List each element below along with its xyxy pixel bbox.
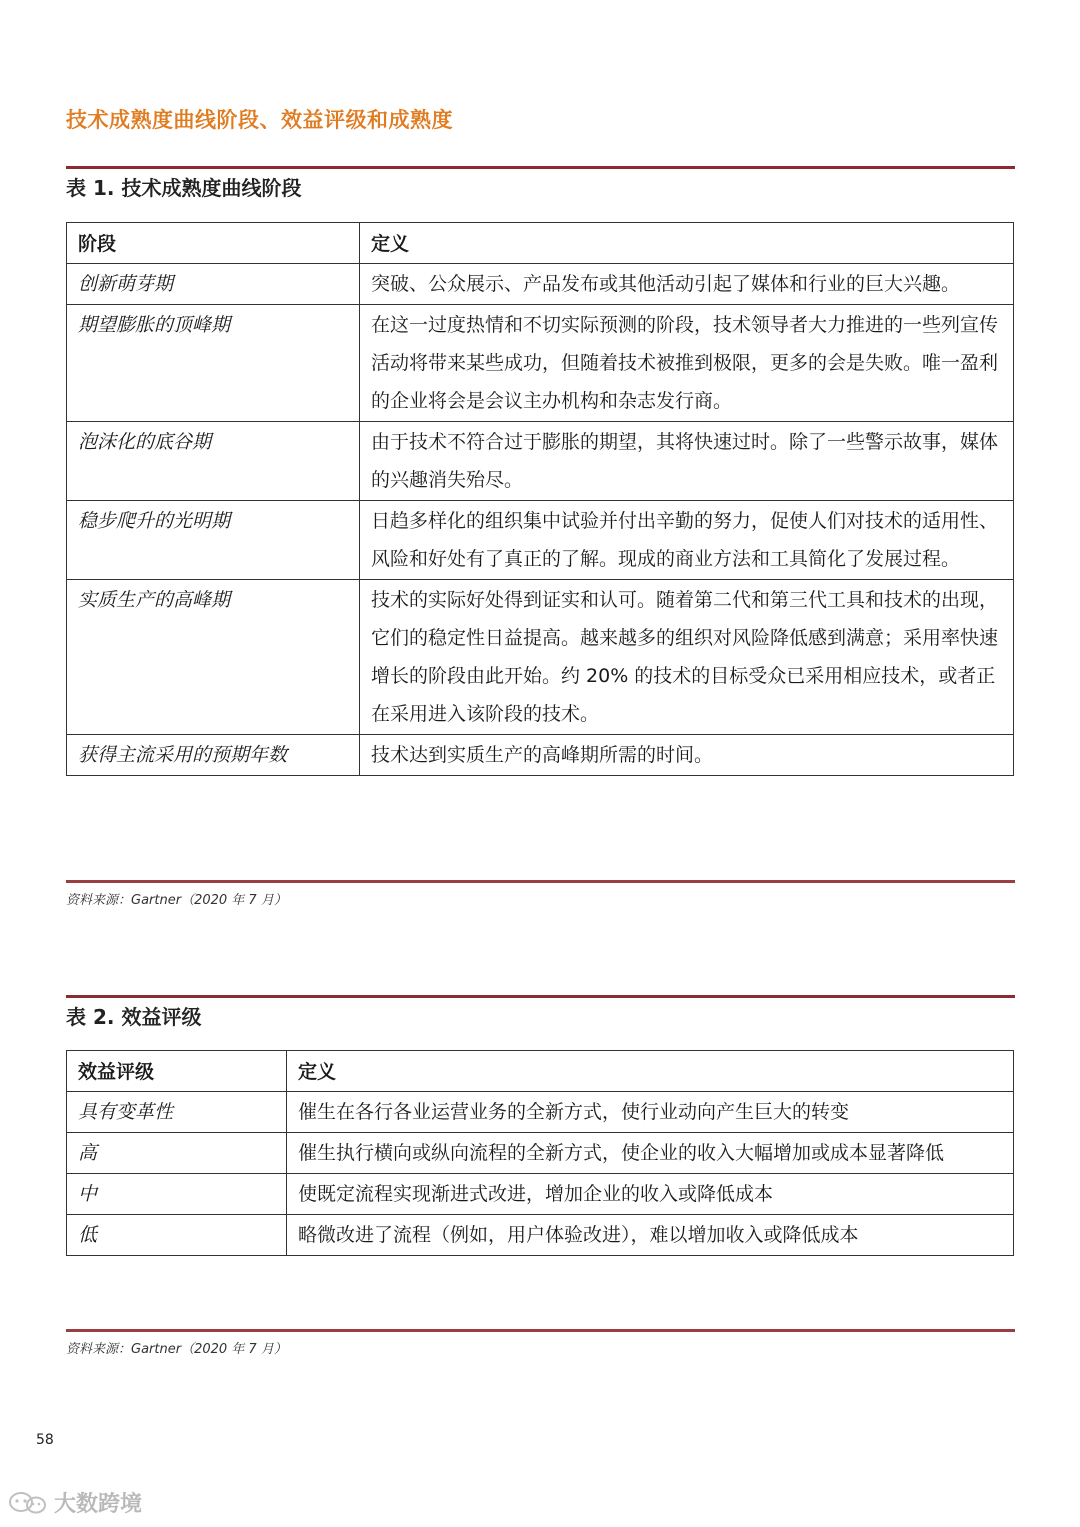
- table2-definition: 使既定流程实现渐进式改进，增加企业的收入或降低成本: [287, 1174, 1014, 1215]
- watermark: [8, 1487, 142, 1518]
- table1-title: 表 1. 技术成熟度曲线阶段: [66, 176, 302, 200]
- table-row: [67, 501, 1014, 580]
- section-title: 技术成熟度曲线阶段、效益评级和成熟度: [66, 108, 453, 132]
- table1-term: 实质生产的高峰期: [67, 580, 360, 735]
- table-row: [67, 580, 1014, 735]
- table2-header-row: [67, 1051, 1014, 1092]
- table2-definition: 催生执行横向或纵向流程的全新方式，使企业的收入大幅增加或成本显著降低: [287, 1133, 1014, 1174]
- page-number: 58: [36, 1432, 54, 1448]
- table1-definition: 技术的实际好处得到证实和认可。随着第二代和第三代工具和技术的出现，它们的稳定性日益提高。越来越多的组织对风险降低感到满意；采用率快速增长的阶段由此开始。约 20% 的技术的目标受众已采用相应技术，或者正在采用进入该阶段的技术。: [360, 580, 1014, 735]
- table1-top-rule: [66, 166, 1015, 169]
- table-row: [67, 1092, 1014, 1133]
- table1-header-stage: 阶段: [67, 223, 360, 264]
- table1-term: 创新萌芽期: [67, 264, 360, 305]
- table1-term: 期望膨胀的顶峰期: [67, 305, 360, 422]
- table2-header-definition: 定义: [287, 1051, 1014, 1092]
- table2-source: 资料来源：Gartner（2020 年 7 月）: [66, 1342, 287, 1357]
- table2-term: 高: [67, 1133, 287, 1174]
- chat-bubble-icon: [8, 1490, 48, 1516]
- table2-definition: 催生在各行各业运营业务的全新方式，使行业动向产生巨大的转变: [287, 1092, 1014, 1133]
- table1-definition: 在这一过度热情和不切实际预测的阶段，技术领导者大力推进的一些列宣传活动将带来某些成功，但随着技术被推到极限，更多的会是失败。唯一盈利的企业将会是会议主办机构和杂志发行商。: [360, 305, 1014, 422]
- table2-term: 具有变革性: [67, 1092, 287, 1133]
- table1-header-row: [67, 223, 1014, 264]
- table1-term: 泡沫化的底谷期: [67, 422, 360, 501]
- table2-bottom-rule: [66, 1329, 1015, 1332]
- table1-bottom-rule: [66, 880, 1015, 883]
- table-row: [67, 422, 1014, 501]
- table-row: [67, 1133, 1014, 1174]
- table1-definition: 技术达到实质生产的高峰期所需的时间。: [360, 735, 1014, 776]
- table-row: [67, 1174, 1014, 1215]
- table1-header-definition: 定义: [360, 223, 1014, 264]
- table2-top-rule: [66, 995, 1015, 998]
- table2-definition: 略微改进了流程（例如，用户体验改进），难以增加收入或降低成本: [287, 1215, 1014, 1256]
- table2-term: 中: [67, 1174, 287, 1215]
- table-row: [67, 735, 1014, 776]
- table1-definition: 由于技术不符合过于膨胀的期望，其将快速过时。除了一些警示故事，媒体的兴趣消失殆尽。: [360, 422, 1014, 501]
- table1-definition: 突破、公众展示、产品发布或其他活动引起了媒体和行业的巨大兴趣。: [360, 264, 1014, 305]
- table1-source: 资料来源：Gartner（2020 年 7 月）: [66, 893, 287, 908]
- table2-term: 低: [67, 1215, 287, 1256]
- table1-definition: 日趋多样化的组织集中试验并付出辛勤的努力，促使人们对技术的适用性、风险和好处有了真正的了解。现成的商业方法和工具简化了发展过程。: [360, 501, 1014, 580]
- table2: [66, 1050, 1014, 1256]
- table2-header-rating: 效益评级: [67, 1051, 287, 1092]
- table-row: [67, 305, 1014, 422]
- watermark-text: 大数跨境: [54, 1492, 143, 1517]
- table1: [66, 222, 1014, 776]
- table-row: [67, 1215, 1014, 1256]
- table-row: [67, 264, 1014, 305]
- table1-term: 获得主流采用的预期年数: [67, 735, 360, 776]
- table1-term: 稳步爬升的光明期: [67, 501, 360, 580]
- table2-title: 表 2. 效益评级: [66, 1005, 202, 1029]
